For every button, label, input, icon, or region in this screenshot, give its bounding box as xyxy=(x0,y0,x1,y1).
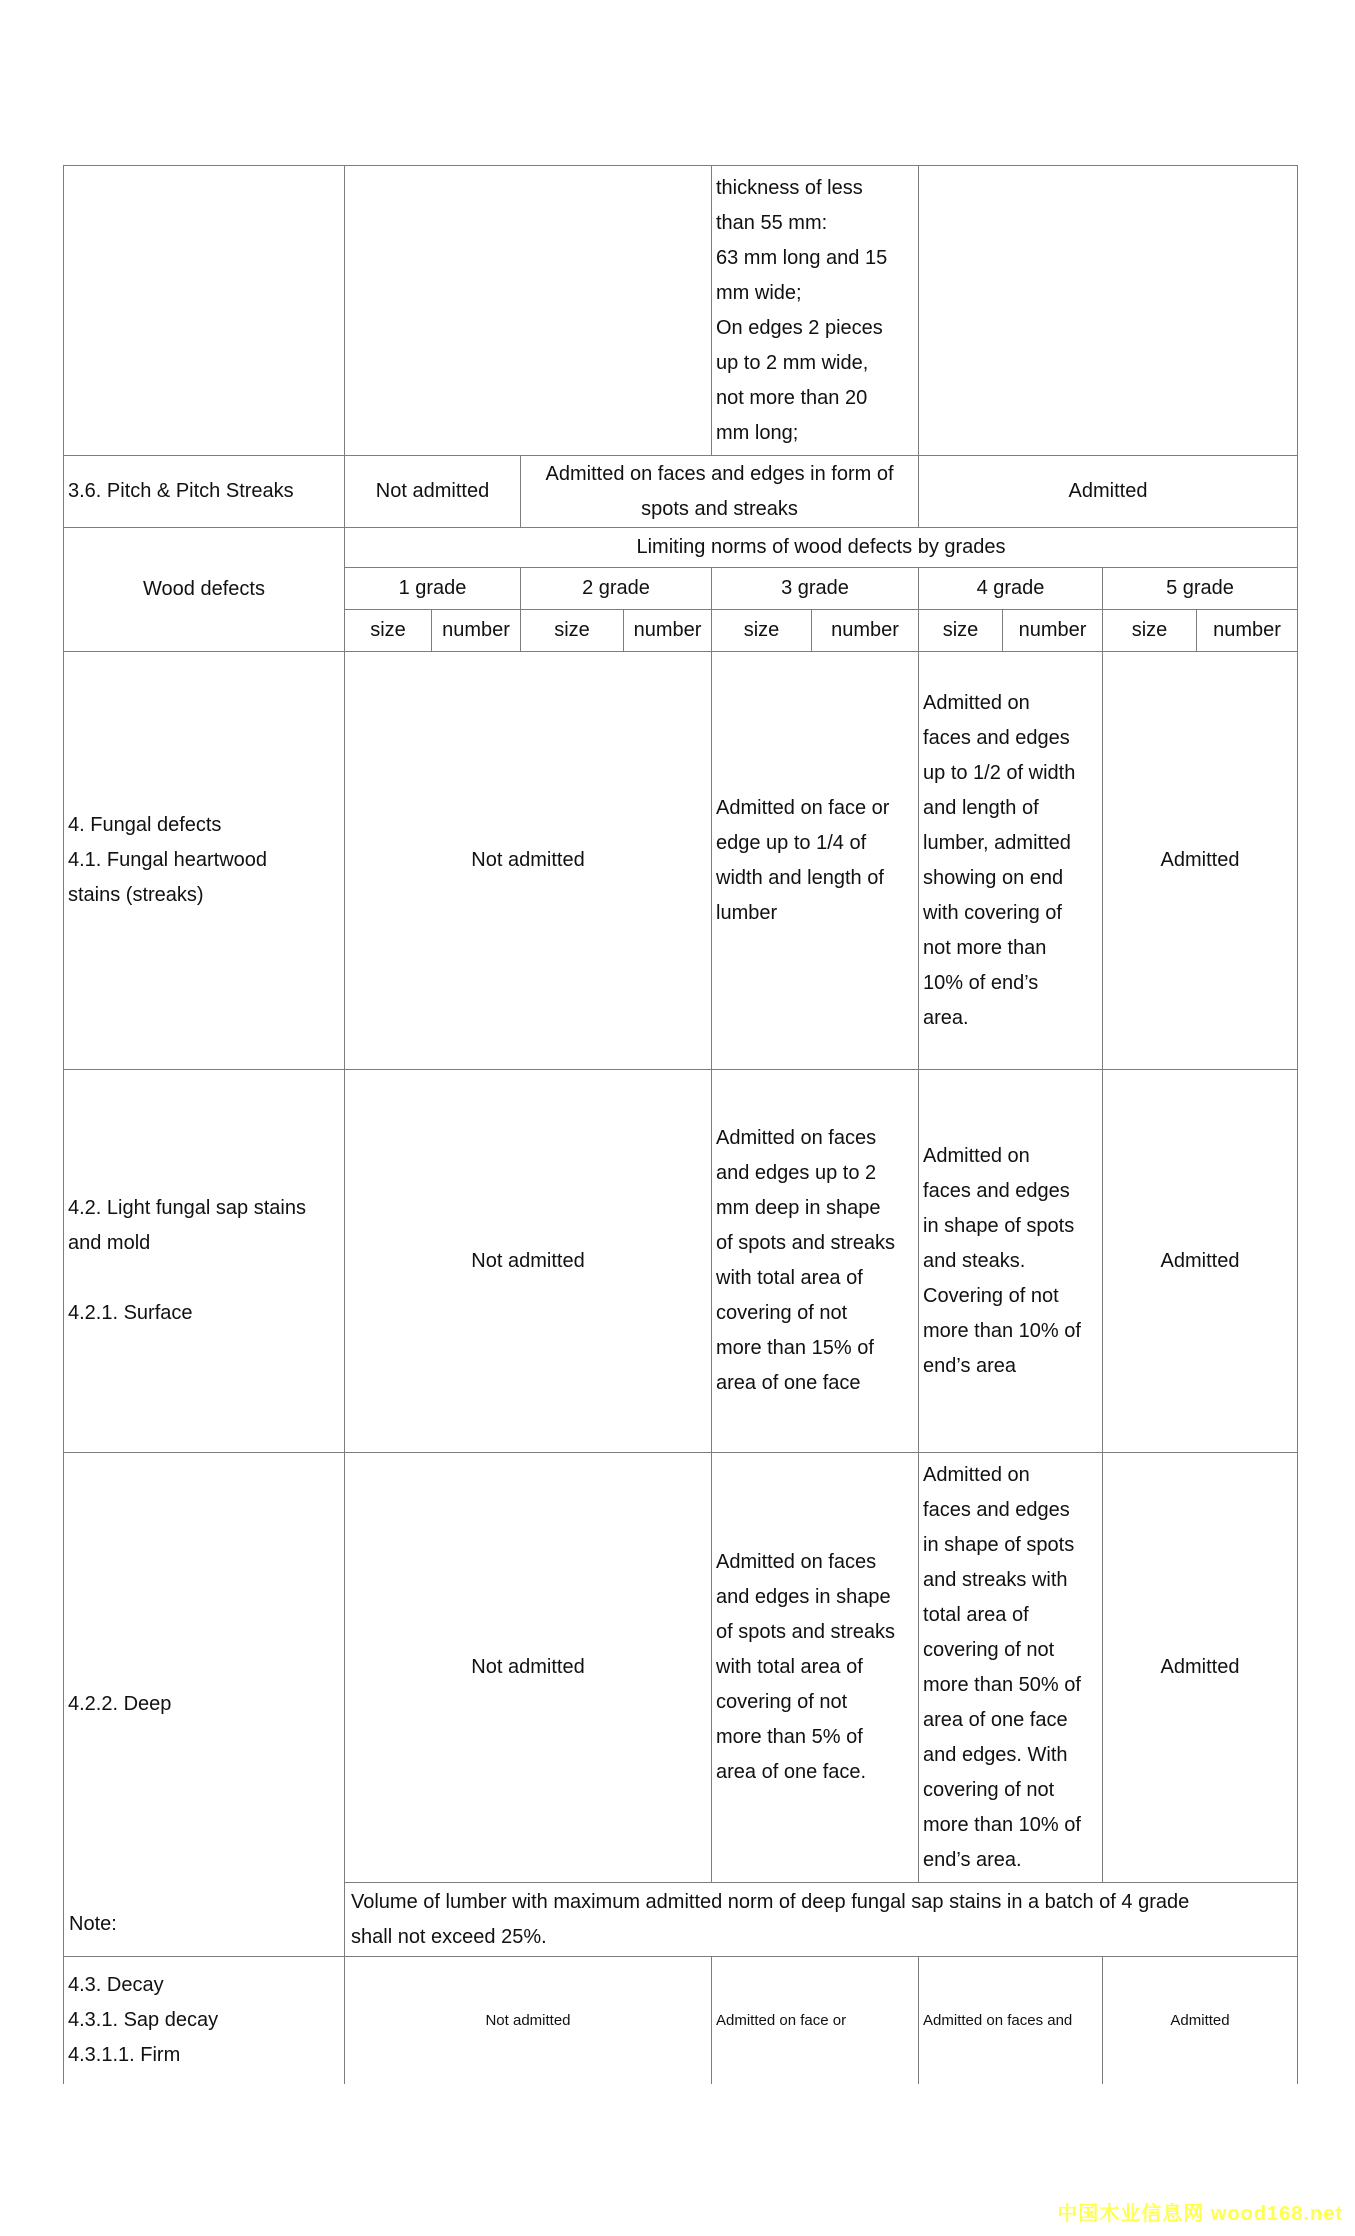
g2-size-header: size xyxy=(521,610,624,652)
decay-grade12-cell: Not admitted xyxy=(345,1957,712,2085)
row-fungal-heartwood xyxy=(64,652,1298,1070)
decay-grade5-cell: Admitted xyxy=(1103,1957,1298,2085)
limiting-norms-header-cell: Limiting norms of wood defects by grades xyxy=(345,528,1298,568)
row-sap-stains-deep xyxy=(64,1453,1298,1883)
pitch-grade45-cell: Admitted xyxy=(919,456,1298,528)
sap-deep-grade3-cell: Admitted on faces and edges in shape of spots and streaks with total area of covering of not more than 5% of area of one face. xyxy=(712,1453,919,1883)
carryover-row xyxy=(64,166,1298,456)
sap-surface-grade12-cell: Not admitted xyxy=(345,1070,712,1453)
fungal-heartwood-grade5-cell: Admitted xyxy=(1103,652,1298,1070)
g2-number-header: number xyxy=(624,610,712,652)
decay-grade4-cell: Admitted on faces and xyxy=(919,1957,1103,2085)
g5-number-header: number xyxy=(1197,610,1298,652)
fungal-heartwood-grade4-cell: Admitted on faces and edges up to 1/2 of width and length of lumber, admitted showing on end with covering of not more than 10% of end’s area. xyxy=(919,652,1103,1070)
row-pitch-streaks xyxy=(64,456,1298,528)
g3-number-header: number xyxy=(812,610,919,652)
pitch-grade23-cell: Admitted on faces and edges in form of spots and streaks xyxy=(521,456,919,528)
row-decay xyxy=(64,1957,1298,2085)
grade-3-header-cell: 3 grade xyxy=(712,568,919,610)
document-page xyxy=(63,165,1298,2084)
grade-4-header-cell: 4 grade xyxy=(919,568,1103,610)
g3-size-header: size xyxy=(712,610,812,652)
carryover-grade12-cell xyxy=(345,166,712,456)
g1-number-header: number xyxy=(432,610,521,652)
grade-2-header-cell: 2 grade xyxy=(521,568,712,610)
g5-size-header: size xyxy=(1103,610,1197,652)
grade-1-header-cell: 1 grade xyxy=(345,568,521,610)
sap-deep-label: 4.2.2. Deep xyxy=(68,1693,172,1715)
sap-surface-grade4-cell: Admitted on faces and edges in shape of spots and steaks. Covering of not more than 10% of end’s area xyxy=(919,1070,1103,1453)
note-label: Note: xyxy=(69,1913,117,1935)
carryover-grade45-cell xyxy=(919,166,1298,456)
fungal-heartwood-grade3-cell: Admitted on face or edge up to 1/4 of width and length of lumber xyxy=(712,652,919,1070)
header-row-limiting-norms xyxy=(64,528,1298,568)
sap-surface-grade3-cell: Admitted on faces and edges up to 2 mm deep in shape of spots and streaks with total area of covering of not more than 15% of area of one face xyxy=(712,1070,919,1453)
wood-defects-header-cell: Wood defects xyxy=(64,528,345,652)
decay-label-cell: 4.3. Decay 4.3.1. Sap decay 4.3.1.1. Firm xyxy=(64,1957,345,2085)
grade-5-header-cell: 5 grade xyxy=(1103,568,1298,610)
g1-size-header: size xyxy=(345,610,432,652)
sap-deep-grade4-cell: Admitted on faces and edges in shape of spots and streaks with total area of covering of not more than 50% of area of one face and edges. With covering of not more than 10% of end’s area. xyxy=(919,1453,1103,1883)
sap-deep-grade12-cell: Not admitted xyxy=(345,1453,712,1883)
sap-deep-grade5-cell: Admitted xyxy=(1103,1453,1298,1883)
watermark: 中国木业信息网 wood168.net xyxy=(1057,2203,1343,2225)
wood-defects-table xyxy=(63,165,1298,2084)
pitch-label-cell: 3.6. Pitch & Pitch Streaks xyxy=(64,456,345,528)
carryover-grade3-cell: thickness of less than 55 mm: 63 mm long and 15 mm wide; On edges 2 pieces up to 2 mm wide, not more than 20 mm long; xyxy=(712,166,919,456)
sap-surface-label-cell: 4.2. Light fungal sap stains and mold 4.2.1. Surface xyxy=(64,1070,345,1453)
note-text-cell: Volume of lumber with maximum admitted norm of deep fungal sap stains in a batch of 4 grade shall not exceed 25%. xyxy=(345,1883,1298,1957)
fungal-heartwood-label-cell: 4. Fungal defects 4.1. Fungal heartwood stains (streaks) xyxy=(64,652,345,1070)
carryover-label-cell xyxy=(64,166,345,456)
sap-deep-label-cell xyxy=(64,1453,345,1957)
row-sap-stains-surface xyxy=(64,1070,1298,1453)
fungal-heartwood-grade12-cell: Not admitted xyxy=(345,652,712,1070)
decay-grade3-cell: Admitted on face or xyxy=(712,1957,919,2085)
g4-number-header: number xyxy=(1003,610,1103,652)
g4-size-header: size xyxy=(919,610,1003,652)
sap-surface-grade5-cell: Admitted xyxy=(1103,1070,1298,1453)
pitch-grade1-cell: Not admitted xyxy=(345,456,521,528)
